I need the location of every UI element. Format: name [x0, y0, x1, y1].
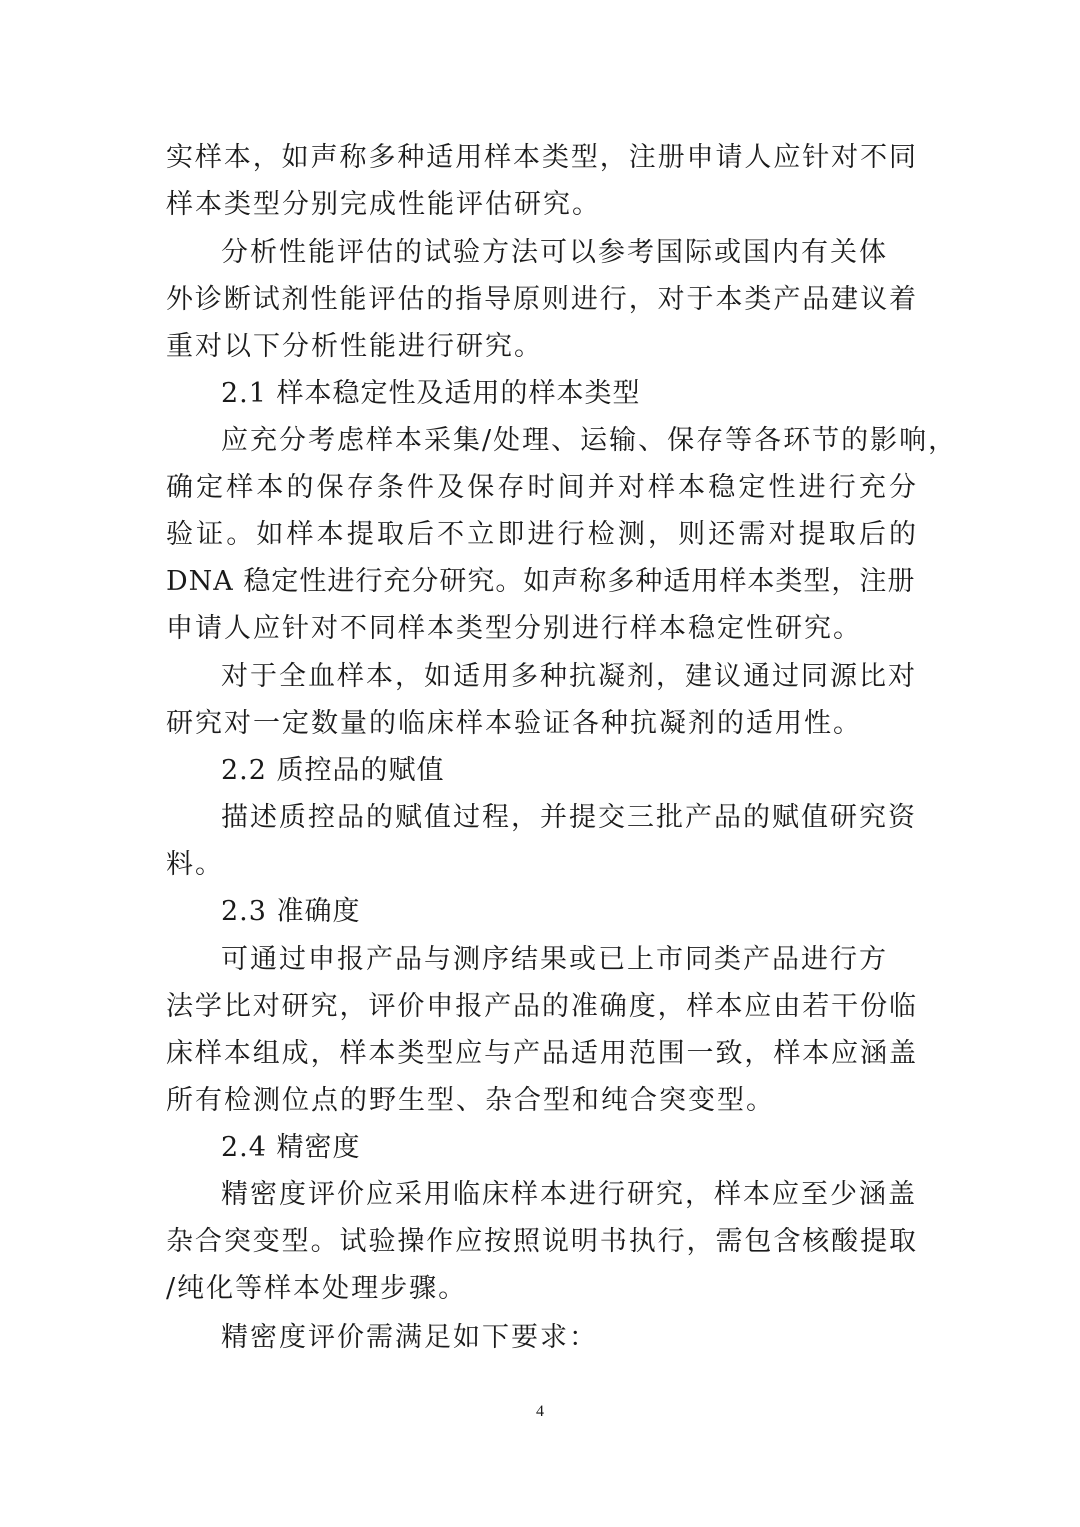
- paragraph-line: 杂合突变型。试验操作应按照说明书执行，需包含核酸提取: [166, 1226, 918, 1257]
- paragraph-line: 分析性能评估的试验方法可以参考国际或国内有关体: [221, 237, 888, 268]
- paragraph-line: 实样本，如声称多种适用样本类型，注册申请人应针对不同: [166, 142, 918, 173]
- paragraph-line: 精密度评价需满足如下要求：: [221, 1322, 598, 1353]
- paragraph-line: 重对以下分析性能进行研究。: [166, 331, 543, 362]
- page-number: 4: [536, 1403, 544, 1420]
- paragraph-line: 样本类型分别完成性能评估研究。: [166, 189, 601, 220]
- paragraph-line: 验证。如样本提取后不立即进行检测，则还需对提取后的: [166, 519, 920, 550]
- paragraph-line: 申请人应针对不同样本类型分别进行样本稳定性研究。: [166, 613, 862, 644]
- section-heading: 2.3 准确度: [221, 896, 361, 927]
- paragraph-line: 床样本组成，样本类型应与产品适用范围一致，样本应涵盖: [166, 1038, 918, 1069]
- paragraph-line: 外诊断试剂性能评估的指导原则进行，对于本类产品建议着: [166, 284, 918, 315]
- paragraph-line: 确定样本的保存条件及保存时间并对样本稳定性进行充分: [166, 472, 920, 503]
- paragraph-line: /纯化等样本处理步骤。: [166, 1273, 468, 1304]
- paragraph-line: 精密度评价应采用临床样本进行研究，样本应至少涵盖: [221, 1179, 917, 1210]
- paragraph-line: 所有检测位点的野生型、杂合型和纯合突变型。: [166, 1085, 775, 1116]
- paragraph-line: 料。: [166, 849, 224, 880]
- paragraph-line: 对于全血样本，如适用多种抗凝剂，建议通过同源比对: [221, 661, 917, 692]
- section-heading: 2.1 样本稳定性及适用的样本类型: [221, 378, 641, 409]
- paragraph-line: 描述质控品的赋值过程，并提交三批产品的赋值研究资: [221, 802, 917, 833]
- paragraph-line: DNA 稳定性进行充分研究。如声称多种适用样本类型，注册: [166, 566, 916, 597]
- paragraph-line: 应充分考虑样本采集/处理、运输、保存等各环节的影响，: [221, 425, 958, 456]
- paragraph-line: 可通过申报产品与测序结果或已上市同类产品进行方: [221, 944, 888, 975]
- section-heading: 2.2 质控品的赋值: [221, 755, 445, 786]
- paragraph-line: 研究对一定数量的临床样本验证各种抗凝剂的适用性。: [166, 708, 862, 739]
- section-heading: 2.4 精密度: [221, 1132, 361, 1163]
- paragraph-line: 法学比对研究，评价申报产品的准确度，样本应由若干份临: [166, 991, 918, 1022]
